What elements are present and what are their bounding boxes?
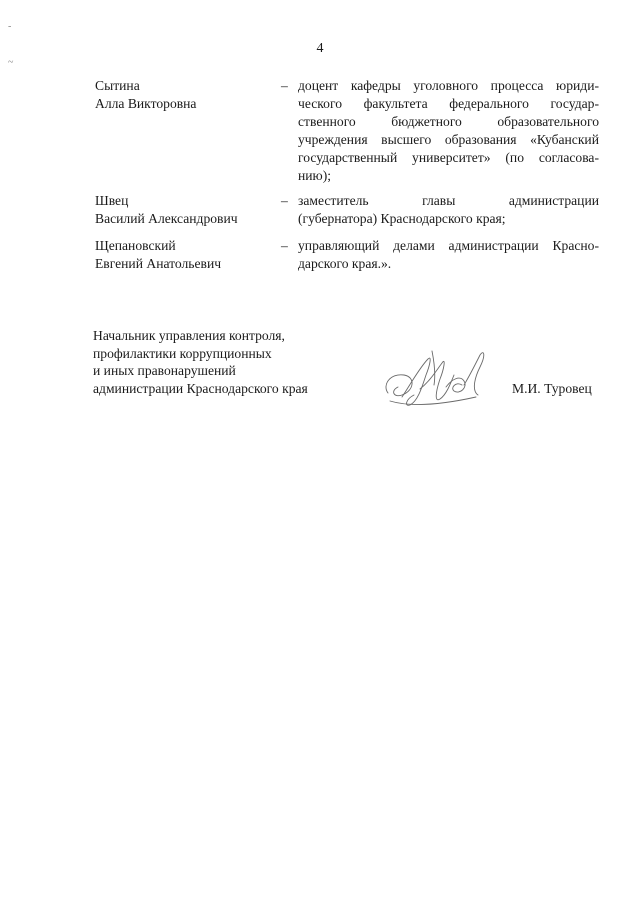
- member-dash: –: [281, 238, 288, 253]
- member-description: [298, 77, 599, 185]
- member-row: [95, 77, 600, 187]
- description-line: (губернатора) Краснодарского края;: [298, 211, 506, 226]
- member-surname: Швец: [95, 193, 129, 208]
- member-given-names: Евгений Анатольевич: [95, 256, 222, 271]
- member-surname: Сытина: [95, 78, 140, 93]
- description-line: ческого факультета федерального государ-: [298, 96, 599, 111]
- description-line: государственный университет» (по согласова-: [298, 150, 599, 165]
- page-number: 4: [316, 41, 324, 56]
- signer-position-line: администрации Краснодарского края: [93, 380, 308, 396]
- description-line: доцент кафедры уголовного процесса юриди-: [298, 78, 599, 93]
- member-name: [95, 77, 275, 113]
- member-row: [95, 237, 600, 277]
- signer-position-line: и иных правонарушений: [93, 363, 236, 378]
- member-name: [95, 237, 275, 273]
- member-dash: –: [281, 78, 288, 93]
- description-line: нию);: [298, 168, 332, 183]
- handwritten-signature: [380, 345, 495, 415]
- description-line: ственного бюджетного образовательного: [298, 114, 599, 129]
- description-line: управляющий делами администрации Красно-: [298, 238, 599, 253]
- signer-position-line: профилактики коррупционных: [93, 345, 272, 361]
- description-line: учреждения высшего образования «Кубанский: [298, 132, 599, 147]
- margin-mark: ~: [8, 57, 14, 68]
- description-line: заместитель главы администрации: [298, 193, 599, 208]
- member-surname: Щепановский: [95, 238, 176, 253]
- margin-mark: -: [8, 21, 12, 32]
- member-description: [298, 237, 599, 273]
- member-given-names: Василий Александрович: [95, 211, 238, 226]
- member-description: [298, 192, 599, 228]
- member-row: [95, 192, 600, 232]
- member-name: [95, 192, 275, 228]
- member-given-names: Алла Викторовна: [95, 96, 197, 111]
- description-line: дарского края.».: [298, 256, 392, 271]
- member-dash: –: [281, 193, 288, 208]
- signer-position-line: Начальник управления контроля,: [93, 328, 285, 343]
- signer-name: М.И. Туровец: [512, 381, 592, 396]
- signer-position: [93, 327, 353, 397]
